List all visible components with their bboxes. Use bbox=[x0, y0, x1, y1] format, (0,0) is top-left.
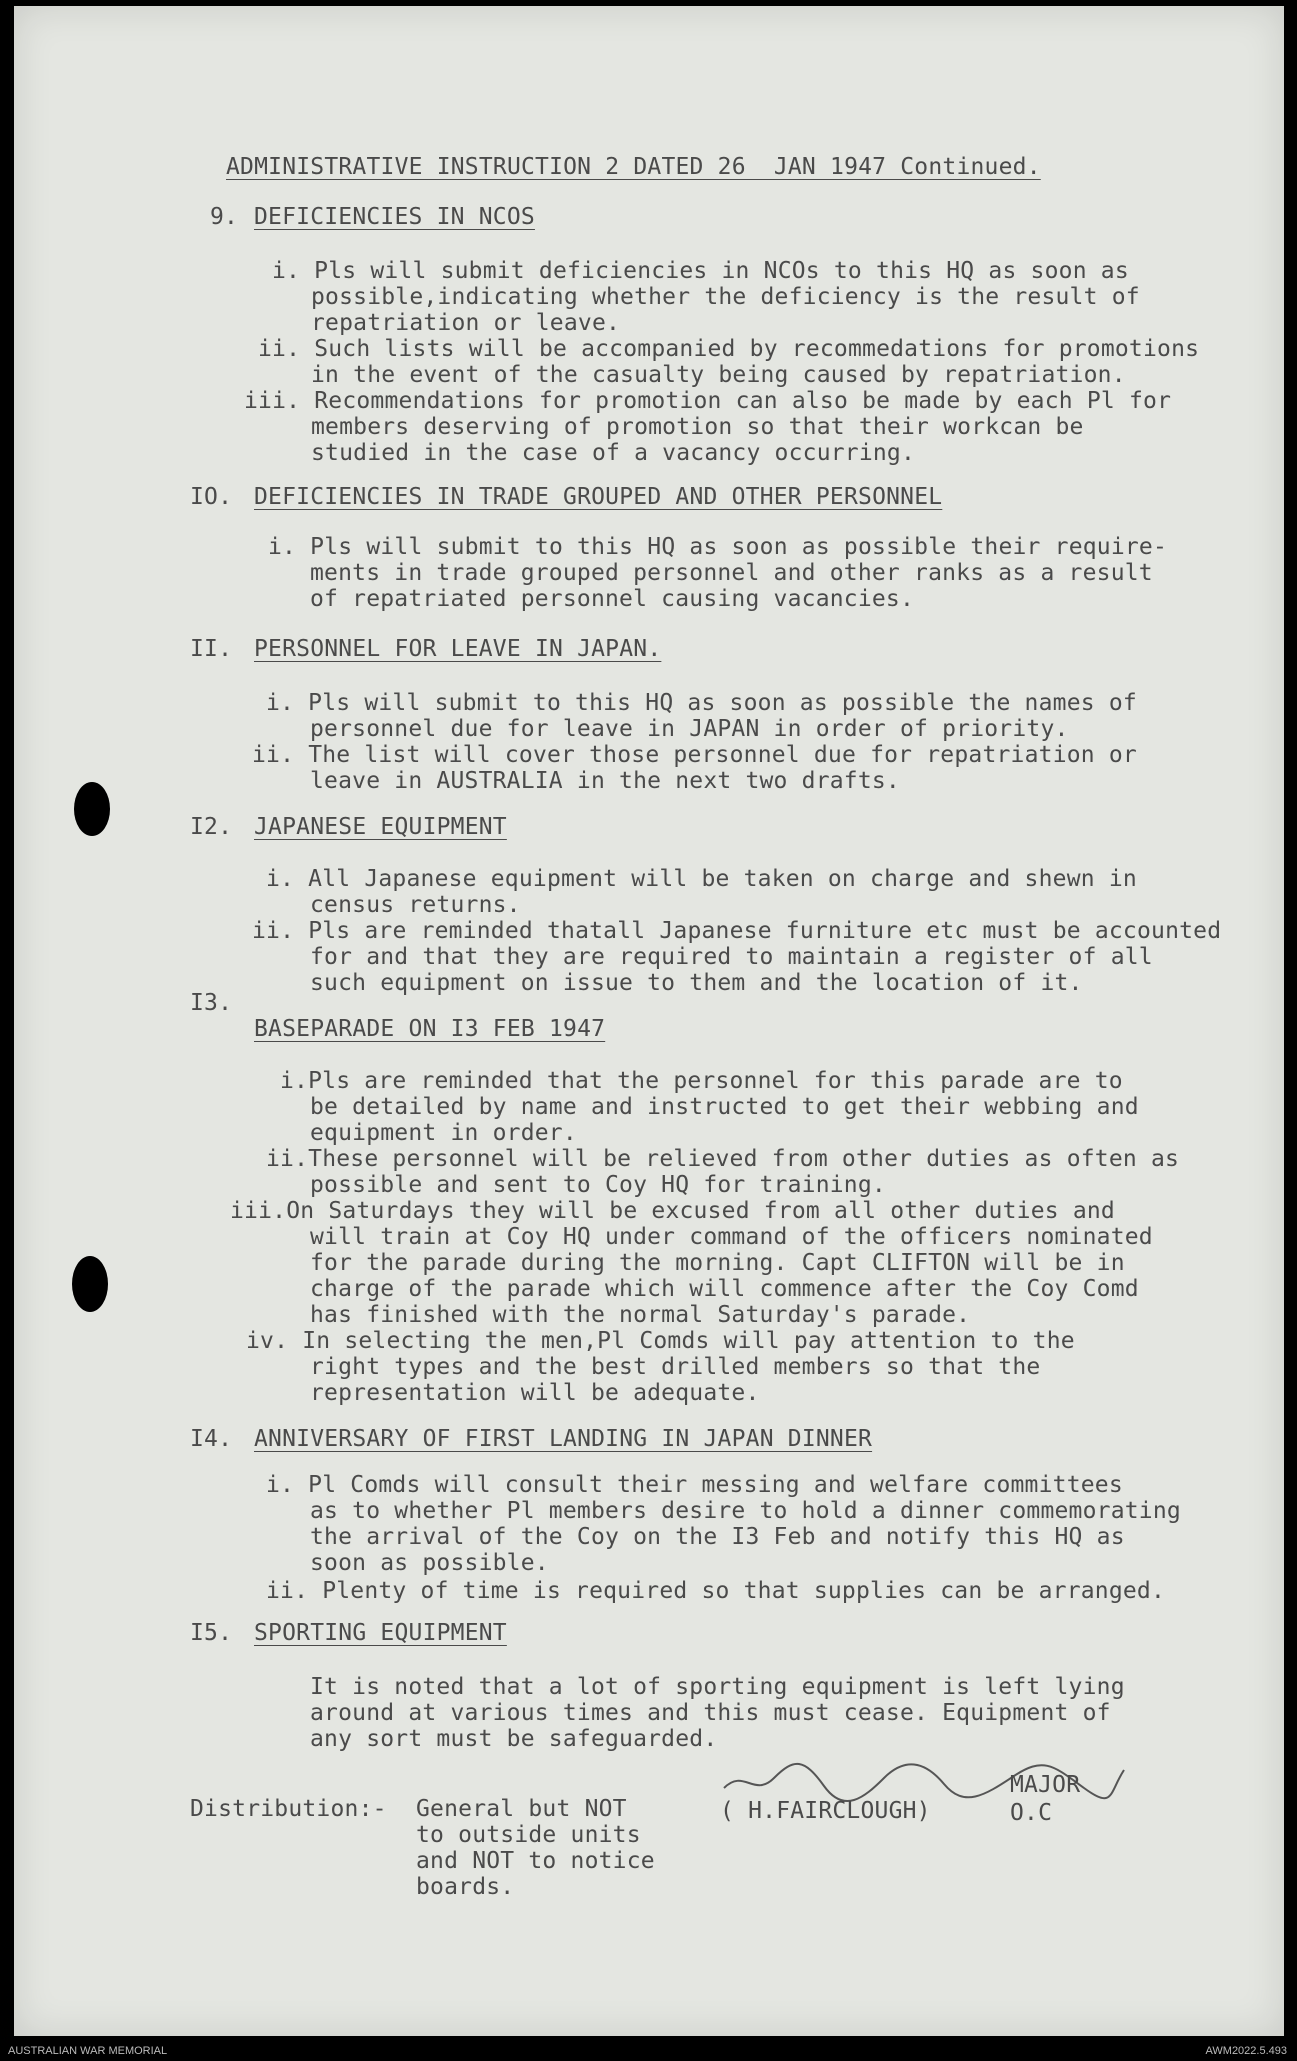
distribution-line: to outside units bbox=[416, 1822, 641, 1848]
section-line: in the event of the casualty being caused by repatriation. bbox=[311, 362, 1126, 388]
punch-hole-top bbox=[74, 782, 110, 836]
section-line: such equipment on issue to them and the location of it. bbox=[310, 970, 1083, 996]
section-line: i. Pls will submit deficiencies in NCOs to this HQ as soon as bbox=[272, 258, 1129, 284]
section-line: of repatriated personnel causing vacancies. bbox=[310, 586, 915, 612]
section-line: ments in trade grouped personnel and other ranks as a result bbox=[310, 560, 1153, 586]
section-line: for and that they are required to maintain a register of all bbox=[310, 944, 1153, 970]
section-line: i. All Japanese equipment will be taken on charge and shewn in bbox=[266, 866, 1137, 892]
document-page bbox=[14, 6, 1284, 2036]
signatory-role: O.C bbox=[1010, 1800, 1053, 1826]
section-heading: ANNIVERSARY OF FIRST LANDING IN JAPAN DINNER bbox=[254, 1426, 873, 1452]
section-heading: JAPANESE EQUIPMENT bbox=[254, 814, 507, 840]
section-line: i. Pls will submit to this HQ as soon as possible the names of bbox=[266, 690, 1137, 716]
section-line: census returns. bbox=[310, 892, 521, 918]
section-line: representation will be adequate. bbox=[310, 1380, 760, 1406]
section-line: ii. Pls are reminded thatall Japanese furniture etc must be accounted bbox=[252, 918, 1222, 944]
section-line: soon as possible. bbox=[310, 1550, 549, 1576]
section-heading: SPORTING EQUIPMENT bbox=[254, 1620, 507, 1646]
section-line: ii. Plenty of time is required so that supplies can be arranged. bbox=[266, 1578, 1166, 1604]
section-heading: DEFICIENCIES IN TRADE GROUPED AND OTHER PERSONNEL bbox=[254, 484, 943, 510]
section-heading: BASEPARADE ON I3 FEB 1947 bbox=[254, 1016, 606, 1042]
section-line: for the parade during the morning. Capt CLIFTON will be in bbox=[310, 1250, 1125, 1276]
section-number: I3. bbox=[190, 990, 233, 1016]
section-line: possible and sent to Coy HQ for training. bbox=[310, 1172, 886, 1198]
section-line: the arrival of the Coy on the I3 Feb and notify this HQ as bbox=[310, 1524, 1125, 1550]
section-line: It is noted that a lot of sporting equipment is left lying bbox=[310, 1674, 1125, 1700]
document-title: ADMINISTRATIVE INSTRUCTION 2 DATED 26 JAN 1947 Continued. bbox=[226, 154, 1041, 180]
section-number: I5. bbox=[190, 1620, 233, 1646]
section-number: I4. bbox=[190, 1426, 233, 1452]
section-line: charge of the parade which will commence after the Coy Comd bbox=[310, 1276, 1139, 1302]
section-line: possible,indicating whether the deficiency is the result of bbox=[311, 284, 1140, 310]
section-line: studied in the case of a vacancy occurring. bbox=[311, 440, 916, 466]
section-line: as to whether Pl members desire to hold a dinner commemorating bbox=[310, 1498, 1181, 1524]
section-line: around at various times and this must cease. Equipment of bbox=[310, 1700, 1111, 1726]
section-number: IO. bbox=[190, 484, 233, 510]
section-line: leave in AUSTRALIA in the next two drafts. bbox=[310, 768, 900, 794]
section-line: ii.These personnel will be relieved from other duties as often as bbox=[266, 1146, 1180, 1172]
section-line: be detailed by name and instructed to get their webbing and bbox=[310, 1094, 1139, 1120]
section-line: right types and the best drilled members so that the bbox=[310, 1354, 1041, 1380]
section-line: has finished with the normal Saturday's parade. bbox=[310, 1302, 971, 1328]
punch-hole-bottom bbox=[72, 1256, 108, 1312]
section-line: ii. The list will cover those personnel due for repatriation or bbox=[252, 742, 1137, 768]
section-number: 9. bbox=[210, 204, 239, 230]
footer-archive-name: AUSTRALIAN WAR MEMORIAL bbox=[8, 2045, 168, 2057]
section-number: II. bbox=[190, 636, 233, 662]
section-line: equipment in order. bbox=[310, 1120, 577, 1146]
section-line: will train at Coy HQ under command of the officers nominated bbox=[310, 1224, 1153, 1250]
section-number: I2. bbox=[190, 814, 233, 840]
section-heading: DEFICIENCIES IN NCOS bbox=[254, 204, 535, 230]
footer-catalog-id: AWM2022.5.493 bbox=[1205, 2045, 1287, 2057]
distribution-label: Distribution:- bbox=[190, 1796, 387, 1822]
section-line: any sort must be safeguarded. bbox=[310, 1726, 718, 1752]
section-heading: PERSONNEL FOR LEAVE IN JAPAN. bbox=[254, 636, 662, 662]
section-line: repatriation or leave. bbox=[311, 310, 621, 336]
section-line: i. Pl Comds will consult their messing and welfare committees bbox=[266, 1472, 1123, 1498]
distribution-line: boards. bbox=[416, 1874, 515, 1900]
distribution-line: General but NOT bbox=[416, 1796, 627, 1822]
signatory-rank: MAJOR bbox=[1010, 1772, 1081, 1798]
section-line: iii.On Saturdays they will be excused from all other duties and bbox=[230, 1198, 1115, 1224]
section-line: i.Pls are reminded that the personnel for this parade are to bbox=[280, 1068, 1123, 1094]
section-line: i. Pls will submit to this HQ as soon as possible their require- bbox=[268, 534, 1168, 560]
section-line: iii. Recommendations for promotion can also be made by each Pl for bbox=[244, 388, 1172, 414]
section-line: iv. In selecting the men,Pl Comds will pay attention to the bbox=[246, 1328, 1075, 1354]
section-line: ii. Such lists will be accompanied by recommedations for promotions bbox=[258, 336, 1200, 362]
signatory-name: ( H.FAIRCLOUGH) bbox=[720, 1798, 931, 1824]
section-line: personnel due for leave in JAPAN in order of priority. bbox=[310, 716, 1069, 742]
distribution-line: and NOT to notice bbox=[416, 1848, 655, 1874]
section-line: members deserving of promotion so that their workcan be bbox=[311, 414, 1084, 440]
